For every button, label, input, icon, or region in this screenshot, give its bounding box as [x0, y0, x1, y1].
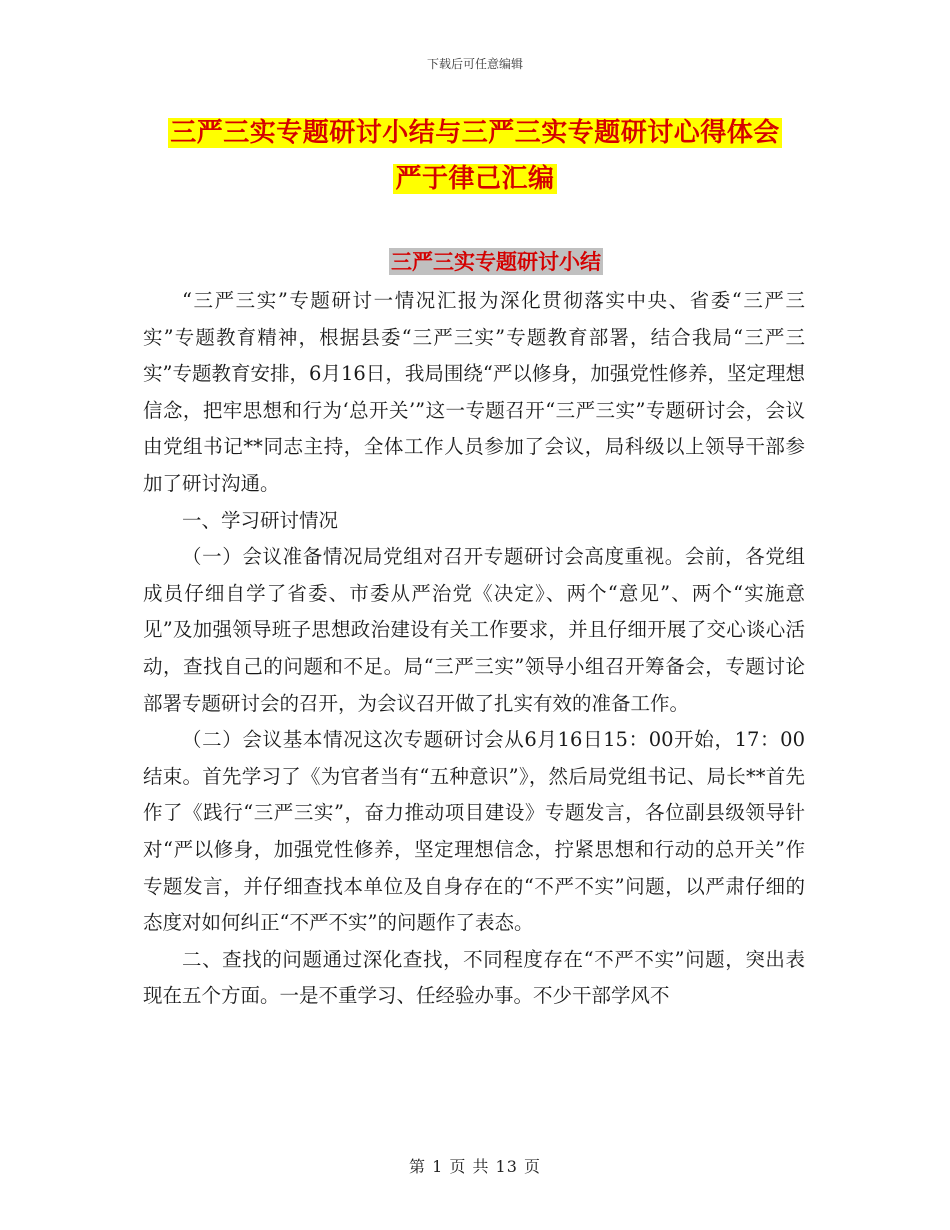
section-title	[0, 246, 950, 276]
document-title-text-1: 三严三实专题研讨小结与三严三实专题研讨心得体会	[170, 118, 780, 148]
paragraph: “三严三实”专题研讨一情况汇报为深化贯彻落实中央、省委“三严三实”专题教育精神，根据县委“三严三实”专题教育部署，结合我局“三严三实”专题教育安排，6月16日，我局围绕“严以修身，加强党性修养，坚定理想信念，把牢思想和行为‘总开关’”这一专题召开“三严三实”专题研讨会，会议由党组书记**同志主持，全体工作人员参加了会议，局科级以上领导干部参加了研讨沟通。	[143, 289, 805, 495]
document-title-line-1	[0, 112, 950, 149]
document-title-text-2: 严于律己汇编	[395, 164, 555, 194]
paragraph: 二、查找的问题通过深化查找，不同程度存在“不严不实”问题，突出表现在五个方面。一是不重学习、任经验办事。不少干部学风不	[143, 947, 805, 1008]
document-title-line-2	[0, 158, 950, 195]
body-text	[143, 283, 805, 1015]
paragraph: （二）会议基本情况这次专题研讨会从6月16日15：00开始，17：00结束。首先学习了《为官者当有“五种意识”》，然后局党组书记、局长**首先作了《践行“三严三实”，奋力推动项目建设》专题发言，各位副县级领导针对“严以修身，加强党性修养，坚定理想信念，拧紧思想和行动的总开关”作专题发言，并仔细查找本单位及自身存在的“不严不实”问题，以严肃仔细的态度对如何纠正“不严不实”的问题作了表态。	[143, 728, 805, 935]
paragraph: （一）会议准备情况局党组对召开专题研讨会高度重视。会前，各党组成员仔细自学了省委、市委从严治党《决定》、两个“意见”、两个“实施意见”及加强领导班子思想政治建设有关工作要求，并且仔细开展了交心谈心活动，查找自己的问题和不足。局“三严三实”领导小组召开筹备会，专题讨论部署专题研讨会的召开，为会议召开做了扎实有效的准备工作。	[143, 545, 805, 715]
header-note: 下载后可任意编辑	[426, 57, 523, 71]
paragraph-heading: 一、学习研讨情况	[182, 508, 339, 532]
section-title-text: 三严三实专题研讨小结	[391, 249, 601, 274]
page-footer: 第 1 页 共 13 页	[409, 1157, 541, 1176]
